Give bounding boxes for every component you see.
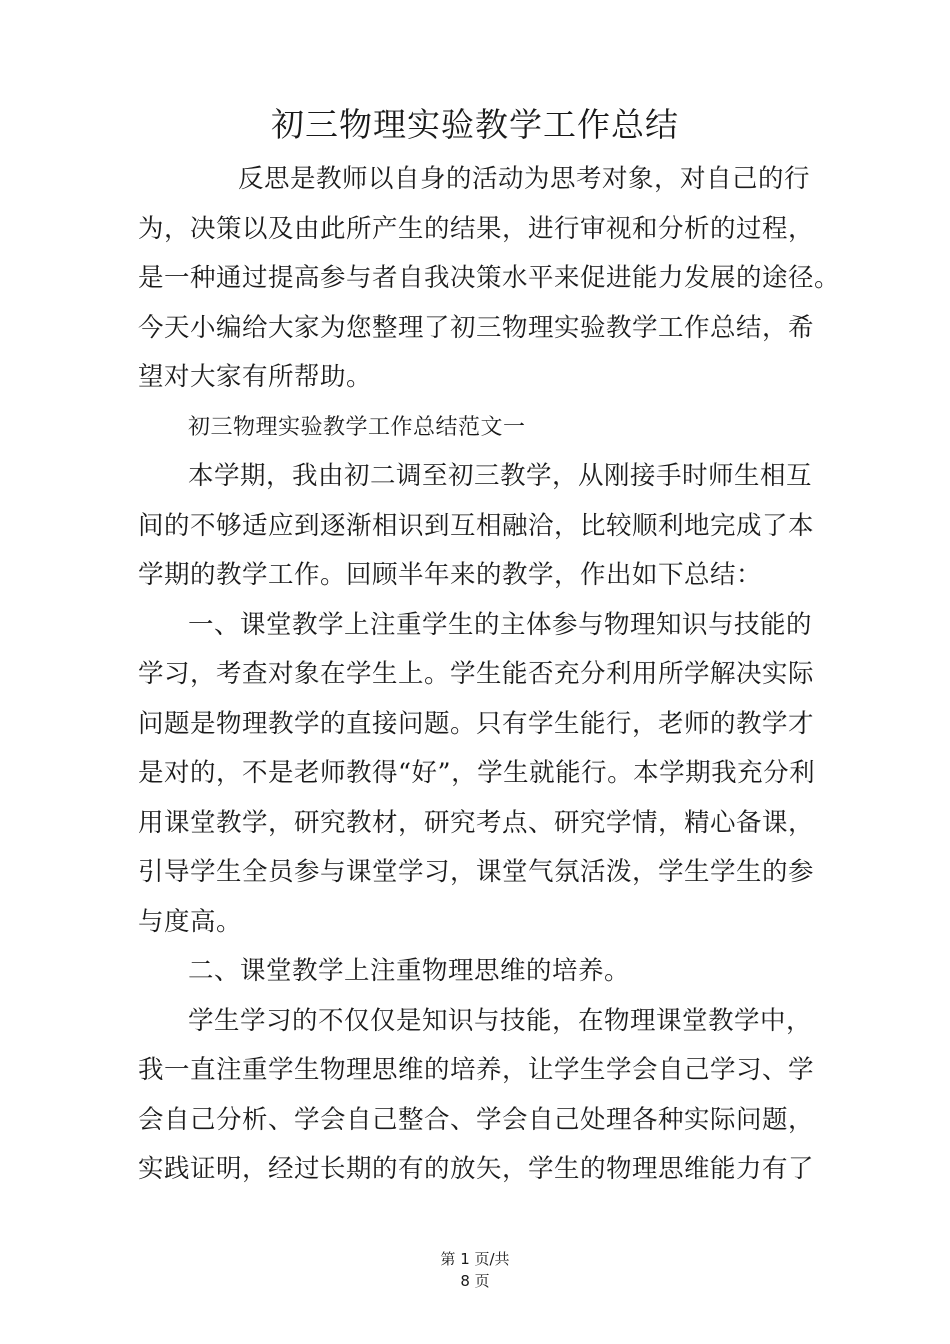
- paragraph-line: 学生学习的不仅仅是知识与技能，在物理课堂教学中，: [188, 1005, 813, 1036]
- page-footer: [0, 1248, 950, 1292]
- paragraph-line: 为，决策以及由此所产生的结果，进行审视和分析的过程，: [138, 213, 815, 244]
- document-body: [138, 155, 841, 1195]
- paragraph-line: 实践证明，经过长期的有的放矢，学生的物理思维能力有了: [138, 1154, 815, 1184]
- paragraph-line: 是对的，不是老师教得“好”，学生就能行。本学期我充分利: [138, 758, 816, 788]
- paragraph-line: 二、课堂教学上注重物理思维的培养。: [188, 956, 631, 986]
- paragraph-line: 本学期，我由初二调至初三教学，从刚接手时师生相互: [188, 461, 813, 491]
- paragraph-line: 望对大家有所帮助。: [138, 362, 373, 392]
- paragraph-line: 与度高。: [138, 906, 243, 937]
- paragraph-line: 今天小编给大家为您整理了初三物理实验教学工作总结，希: [138, 312, 815, 343]
- section-heading: 初三物理实验教学工作总结范文一: [188, 414, 526, 440]
- page-total-line: 8 页: [460, 1272, 490, 1290]
- paragraph-line: 用课堂教学，研究教材，研究考点、研究学情，精心备课，: [138, 807, 815, 838]
- paragraph-line: 引导学生全员参与课堂学习，课堂气氛活泼，学生学生的参: [138, 857, 815, 887]
- paragraph-line: 会自己分析、学会自己整合、学会自己处理各种实际问题，: [138, 1104, 815, 1135]
- paragraph-line: 学期的教学工作。回顾半年来的教学，作出如下总结：: [138, 560, 763, 590]
- paragraph-line: 学习，考查对象在学生上。学生能否充分利用所学解决实际: [138, 659, 815, 689]
- page-number-line: 第 1 页/共: [440, 1250, 510, 1268]
- paragraph-line: 我一直注重学生物理思维的培养，让学生学会自己学习、学: [138, 1055, 815, 1085]
- paragraph-line: 间的不够适应到逐渐相识到互相融洽，比较顺利地完成了本: [138, 510, 815, 541]
- paragraph-line: 一、课堂教学上注重学生的主体参与物理知识与技能的: [188, 609, 813, 640]
- paragraph-line: 反思是教师以自身的活动为思考对象，对自己的行: [238, 164, 811, 194]
- paragraph-line: 是一种通过提高参与者自我决策水平来促进能力发展的途径。: [138, 263, 841, 293]
- paragraph-line: 问题是物理教学的直接问题。只有学生能行，老师的教学才: [138, 708, 815, 739]
- document-title: 初三物理实验教学工作总结: [271, 105, 679, 144]
